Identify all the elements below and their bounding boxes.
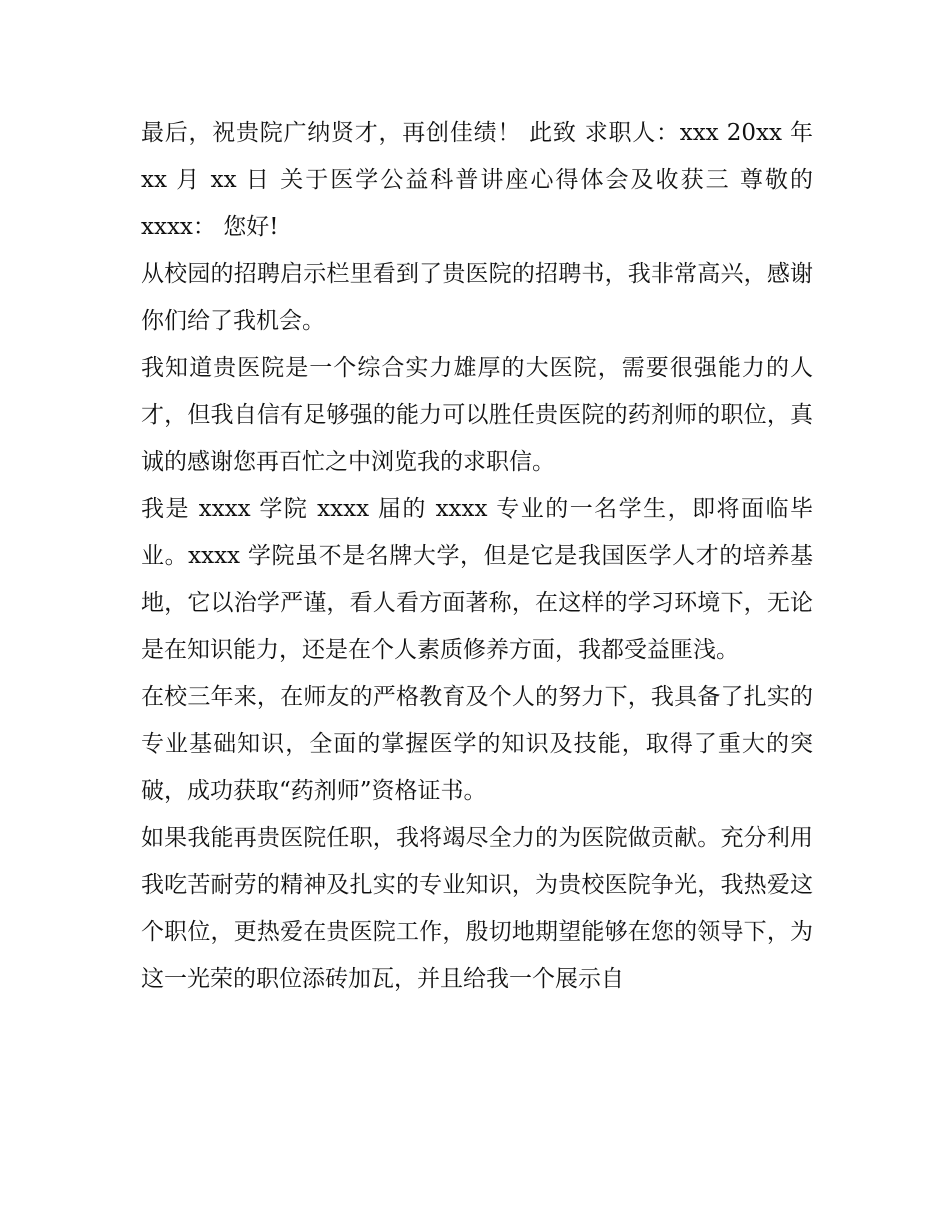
- paragraph-closing-and-greeting: 最后，祝贵院广纳贤才，再创佳绩！ 此致 求职人：xxx 20xx 年 xx 月 xx 日 关于医学公益科普讲座心得体会及收获三 尊敬的 xxxx： 您好!: [141, 120, 813, 240]
- paragraph-education-background: 我是 xxxx 学院 xxxx 届的 xxxx 专业的一名学生，即将面临毕业。xxxx 学院虽不是名牌大学，但是它是我国医学人才的培养基地，它以治学严谨，看人看方面著称，在这样的学习环境下，无论是在知识能力，还是在个人素质修养方面，我都受益匪浅。: [141, 496, 813, 663]
- document-body: [141, 110, 813, 1003]
- paragraph-recruitment-notice: 从校园的招聘启示栏里看到了贵医院的招聘书，我非常高兴，感谢你们给了我机会。: [141, 261, 813, 334]
- paragraph-hospital-strength: 我知道贵医院是一个综合实力雄厚的大医院，需要很强能力的人才，但我自信有足够强的能力可以胜任贵医院的药剂师的职位，真诚的感谢您再百忙之中浏览我的求职信。: [141, 355, 813, 475]
- paragraph-commitment: 如果我能再贵医院任职，我将竭尽全力的为医院做贡献。充分利用我吃苦耐劳的精神及扎实的专业知识，为贵校医院争光，我热爱这个职位，更热爱在贵医院工作，殷切地期望能够在您的领导下，为这一光荣的职位添砖加瓦，并且给我一个展示自: [141, 825, 813, 992]
- paragraph-skills-certificate: 在校三年来，在师友的严格教育及个人的努力下，我具备了扎实的专业基础知识，全面的掌握医学的知识及技能，取得了重大的突破，成功获取“药剂师”资格证书。: [141, 684, 813, 804]
